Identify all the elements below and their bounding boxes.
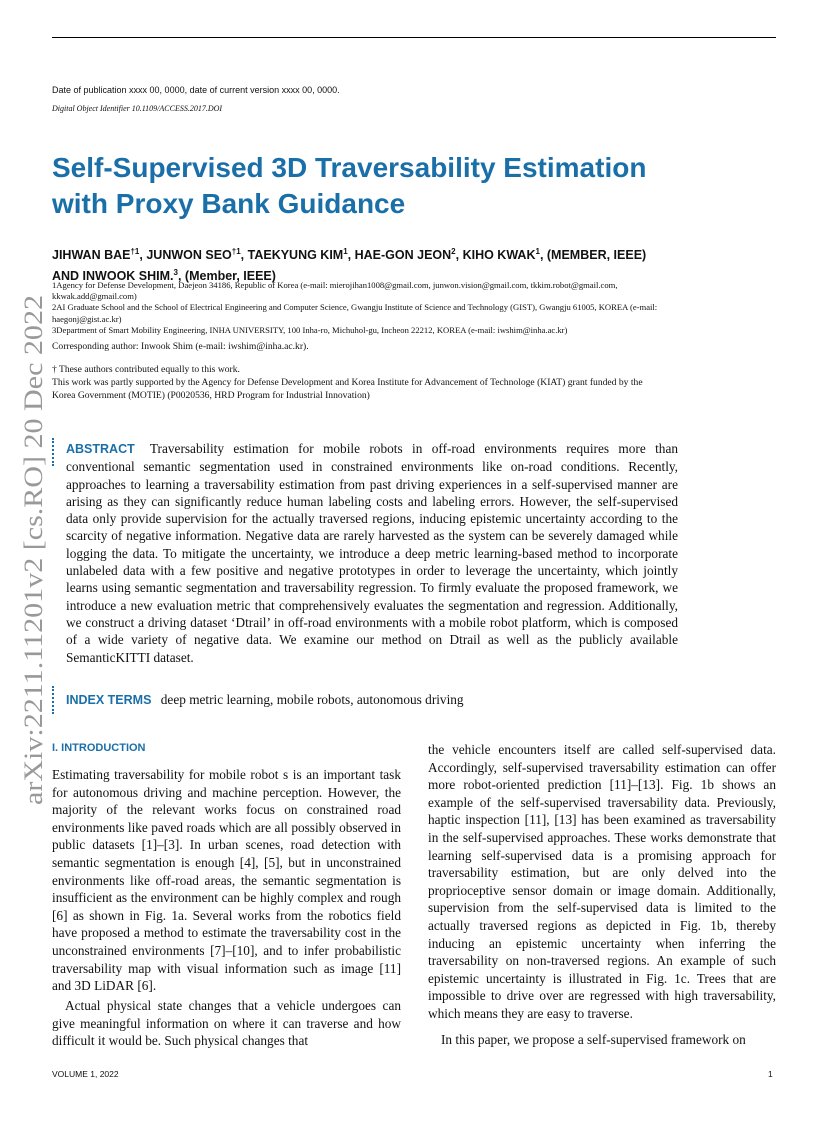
abstract-label: ABSTRACT [66,442,135,456]
index-terms-label: INDEX TERMS [66,693,152,707]
intro-paragraph-4: In this paper, we propose a self-supervised framework on [441,1032,746,1047]
paper-title: Self-Supervised 3D Traversability Estimation with Proxy Bank Guidance [52,152,647,219]
intro-paragraph-3: the vehicle encounters itself are called self-supervised data. Accordingly, self-supervised traversability estimation can offer more robot-oriented prediction [11]–[13]. Fig. 1b shows an example of the self-supervised traversability data. Previously, haptic inspection [11], [13] has been examined as traversability in the self-supervised approaches. These works demonstrate that learning self-supervised data is a promising approach for traversability estimation, but are only delved into the proprioceptive sensor domain or image domain. Additionally, supervision from the self-supervised data is limited to the actually traversed regions as depicted in Fig. 1b, thereby inducing an epistemic uncertainty when inferring the traversability on non-traversed regions. An example of such epistemic uncertainty is illustrated in Fig. 1c. Trees that are impossible to drive over are regressed with high traversability, which means they are easy to traverse. [428,742,776,1021]
author-list: JIHWAN BAE$^{\dagger 1}$, JUNWON SEO$^{\dagger 1}$, TAEKYUNG KIM$^1$, HAE-GON JEON$^2$, KIHO KWAK$^1$, (MEMBER, IEEE) AND INWOOK SHIM.$^3$, (Member, IEEE) [52,247,647,284]
publication-date: Date of publication xxxx 00, 0000, date of current version xxxx 00, 0000. [52,85,340,95]
index-terms-text: deep metric learning, mobile robots, autonomous driving [160,692,464,707]
doi: Digital Object Identifier 10.1109/ACCESS.2017.DOI [52,104,223,113]
page-number: 1 [768,1069,773,1079]
funding-note: This work was partly supported by the Agency for Defense Development and Korea Institute for Advancement of Technologe (KIAT) grant funded by the Korea Government (MOTIE) (P0020536, HRD Program for Industrial Innovation) [52,377,643,401]
intro-paragraph-1: Estimating traversability for mobile robot s is an important task for autonomous driving and machine perception. However, the majority of the relevant works focus on constrained road environments like paved roads which are all possibly observed in public datasets [1]–[3]. In urban scenes, road detection with semantic segmentation is enough [4], [5], but in unconstrained environments like off-road areas, the semantic segmentation is insufficient as the environment can be highly complex and rough [6] as shown in Fig. 1a. Several works from the robotics field have proposed a method to estimate the traversability cost in the unconstrained environments [7]–[10], and to infer probabilistic traversability map with visual information such as image [11] and 3D LiDAR [6]. [52,767,401,994]
affiliation-1: 1Agency for Defense Development, Daejeon 34186, Republic of Korea (e-mail: mierojihan1008@gmail.com, junwon.vision@gmail.com, tkkim.robot@gmail.com, kkwak.add@gmail.com) [52,280,618,302]
top-rule [52,37,776,38]
intro-paragraph-2: Actual physical state changes that a vehicle undergoes can give meaningful information on where it can traverse and how difficult it would be. Such physical changes that [52,998,401,1049]
affiliations [52,280,662,336]
footer-volume: VOLUME 1, 2022 [52,1069,119,1079]
abstract-text: Traversability estimation for mobile robots in off-road environments requires more than conventional semantic segmentation used in constrained environments like on-road conditions. Recently, approaches to learning a traversability estimation from past driving experiences in a self-supervised manner are arising as they can significantly reduce human labeling costs and labeling errors. However, the self-supervised data only provide supervision for the actually traversed regions, inducing epistemic uncertainty according to the scarcity of negative information. Negative data are rarely harvested as the system can be severely damaged while logging the data. To mitigate the uncertainty, we introduce a deep metric learning-based method to incorporate unlabeled data with a few positive and negative prototypes in order to leverage the uncertainty, which jointly learns using semantic segmentation and traversability regression. To firmly evaluate the proposed framework, we introduce a new evaluation metric that comprehensively evaluates the segmentation and regression. Additionally, we construct a driving dataset ‘Dtrail’ in off-road environments with a mobile robot platform, which is composed of a wide variety of negative data. We examine our method on Dtrail as well as the publicly available SemanticKITTI dataset. [66,441,678,665]
arxiv-stamp [10,290,52,810]
arxiv-stamp-text: arXiv:2211.11201v2 [cs.RO] 20 Dec 2022 [19,363,48,805]
affiliation-3: 3Department of Smart Mobility Engineering, INHA UNIVERSITY, 100 Inha-ro, Michuhol-gu, Incheon 22212, KOREA (e-mail: iwshim@inha.ac.kr) [52,324,568,335]
section-heading: I. INTRODUCTION [52,742,146,754]
abstract-marker [52,438,58,466]
index-terms-marker [52,686,58,714]
abstract [66,440,678,666]
index-terms [66,691,678,709]
equal-contribution-note: † These authors contributed equally to this work. [52,364,240,375]
notes [52,363,662,402]
corresponding-author: Corresponding author: Inwook Shim (e-mail: iwshim@inha.ac.kr). [52,341,309,352]
affiliation-2: 2AI Graduate School and the School of Electrical Engineering and Computer Science, Gwangju Institute of Science and Technology (GIST), Gwangju 61005, KOREA (e-mail: haegonj@gist.ac.kr) [52,302,658,324]
